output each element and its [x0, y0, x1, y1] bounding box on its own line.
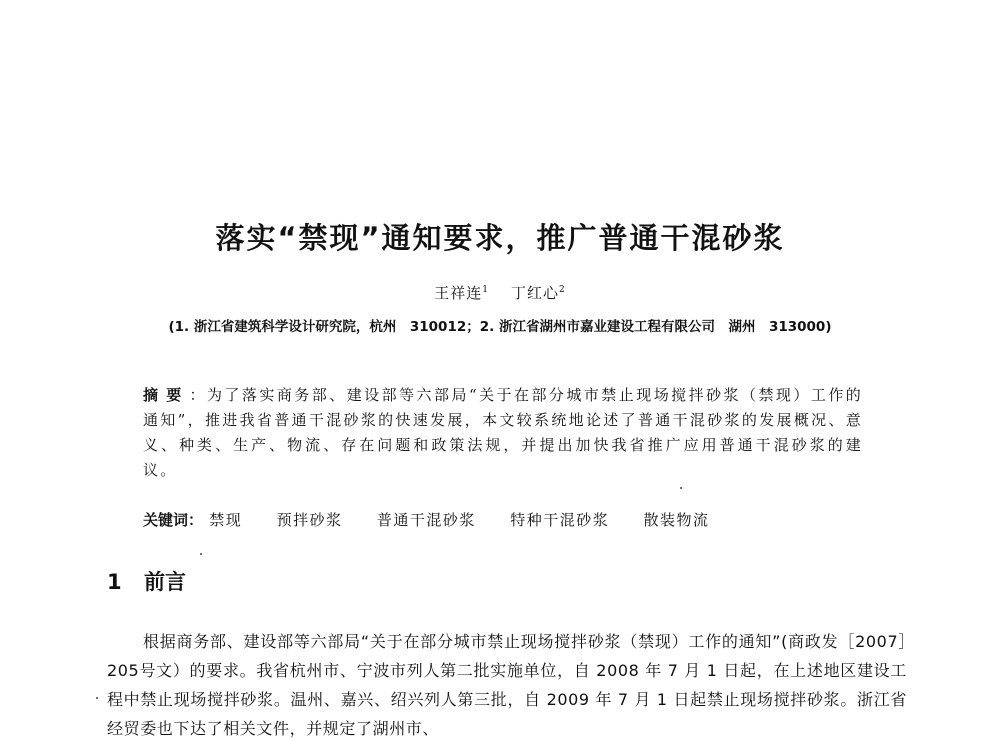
keyword: 散装物流 — [643, 511, 710, 529]
abstract-label: 摘要 — [143, 386, 190, 404]
section-number: 1 — [107, 570, 122, 594]
body-paragraph: 根据商务部、建设部等六部局“关于在部分城市禁止现场搅拌砂浆（禁现）工作的通知”(商政发［2007］205号文）的要求。我省杭州市、宁波市列人第二批实施单位，自 2008 年 7 月 1 日起，在上述地区建设工程中禁止现场搅拌砂浆。温州、嘉兴、绍兴列人第三批，自 2009 年 7 月 1 日起禁止现场搅拌砂浆。浙江省经贸委也下达了相关文件，并规定了湖州市、 — [107, 632, 907, 738]
abstract-text: 为了落实商务部、建设部等六部局“关于在部分城市禁止现场搅拌砂浆（禁现）工作的通知”，推进我省普通干混砂浆的快速发展，本文较系统地论述了普通干混砂浆的发展概况、意义、种类、生产、物流、存在问题和政策法规，并提出加快我省推广应用普通干混砂浆的建议。 — [143, 386, 863, 479]
paper-title: 落实“禁现”通知要求，推广普通干混砂浆 — [215, 221, 785, 255]
section-heading — [107, 566, 186, 596]
keyword: 预拌砂浆 — [276, 511, 343, 529]
scan-speck — [680, 487, 682, 489]
abstract: 摘要：为了落实商务部、建设部等六部局“关于在部分城市禁止现场搅拌砂浆（禁现）工作的通知”，推进我省普通干混砂浆的快速发展，本文较系统地论述了普通干混砂浆的发展概况、意义、种类、生产、物流、存在问题和政策法规，并提出加快我省推广应用普通干混砂浆的建议。 — [143, 386, 863, 479]
scan-speck — [96, 697, 98, 699]
scan-speck — [200, 553, 202, 555]
author-affiliation-mark: 2 — [559, 285, 566, 295]
keyword: 禁现 — [209, 511, 243, 529]
affiliations: (1. 浙江省建筑科学设计研究院，杭州 310012；2. 浙江省湖州市嘉业建设工程有限公司 湖州 313000) — [168, 319, 832, 335]
keyword: 普通干混砂浆 — [376, 511, 476, 529]
keywords — [143, 508, 738, 533]
author-affiliation-mark: 1 — [482, 285, 489, 295]
author-name: 丁红心 — [511, 284, 560, 302]
keyword: 特种干混砂浆 — [510, 511, 610, 529]
keywords-label: 关键词： — [143, 511, 204, 529]
section-title: 前言 — [144, 570, 186, 594]
author-line — [0, 282, 1000, 303]
author-name: 王祥连 — [434, 284, 483, 302]
